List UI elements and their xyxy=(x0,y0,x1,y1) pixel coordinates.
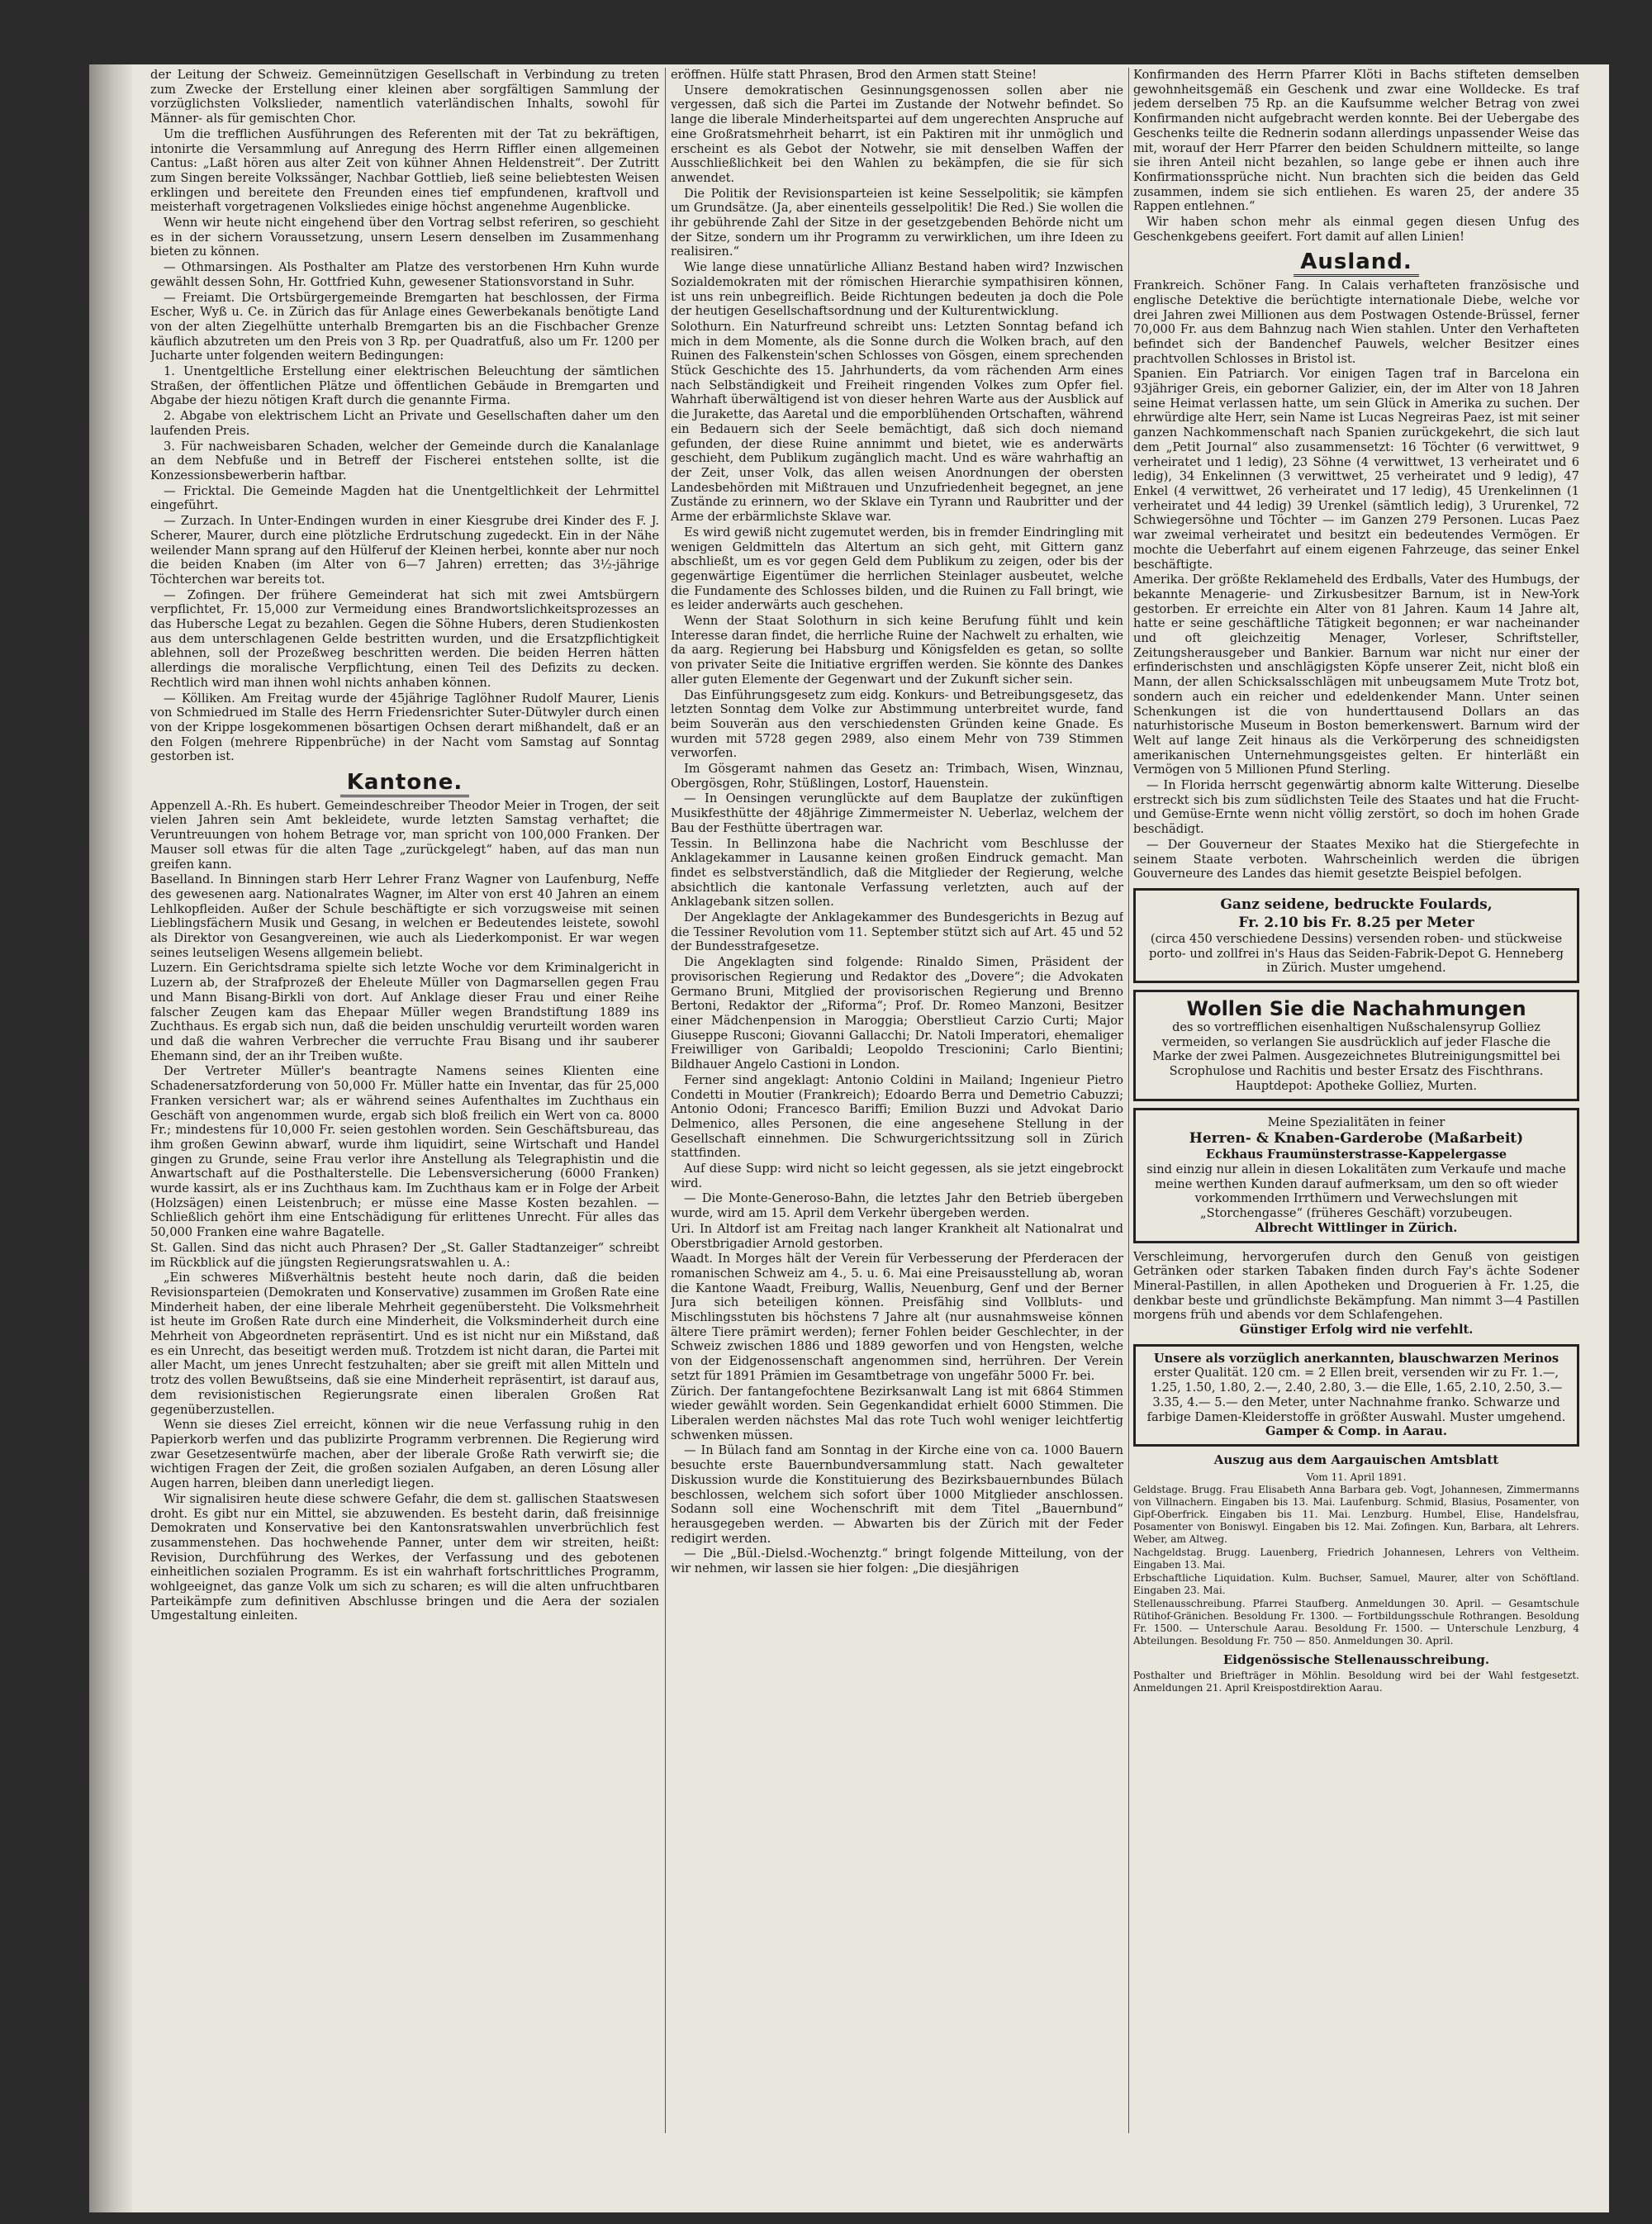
paragraph: — In Bülach fand am Sonntag in der Kirche eine von ca. 1000 Bauern besuchte erste Bauernbundversammlung statt. Nach gewalteter Diskussion wurde die Konstituierung des Bezirksbauernbundes Bülach beschlossen, welchem sich sofort über 1000 Mitglieder anschlossen. Sodann soll eine Wochenschrift mit dem Titel „Bauernbund“ herausgegeben werden. — Abwarten bis der Zürich mit der Feder redigirt werden. xyxy=(671,1443,1123,1546)
paragraph: Konfirmanden des Herrn Pfarrer Klöti in Bachs stifteten demselben gewohnheitsgemäß ein Geschenk und zwar eine Wolldecke. Es traf jedem derselben 75 Rp. an die Kaufsumme welcher Betrag von zwei Konfirmanden nicht aufgebracht werden konnte. Bei der Uebergabe des Geschenks teilte die Rednerin sodann allerdings unpassender Weise das mit, worauf der Herr Pfarrer den beiden Schuldnern mitteilte, so lange sie ihren Anteil nicht bezahlen, so lange gebe er ihnen auch ihre Konfirmationssprüche nicht. Nun brachten sich die beiden das Geld zusammen, indem sie sich entliehen. Es waren 25, der andere 35 Rappen entlehnen.“ xyxy=(1133,68,1579,214)
paragraph: Um die trefflichen Ausführungen des Referenten mit der Tat zu bekräftigen, intonirte die Versammlung auf Anregung des Herrn Riffler einen allgemeinen Cantus: „Laßt hören aus alter Zeit von kühner Ahnen Heldenstreit“. Der Zutritt zum Singen bereite Volkssänger, Nachbar Gottlieb, ließ seine beliebtesten Weisen erklingen und bereitete den Freunden eines tief empfundenen, kraftvoll und meisterhaft vorgetragenen Volksliedes einige höchst angenehme Augenblicke. xyxy=(150,126,659,215)
ad-body: Verschleimung, hervorgerufen durch den Genuß von geistigen Getränken oder starken Tabaken finden durch Fay's ächte Sodener Mineral-Pastillen, in allen Apotheken und Droguerien à Fr. 1.25, die denkbar beste und gründlichste Bekämpfung. Man nimmt 3—4 Pastillen morgens früh und abends vor dem Schlafengehen. xyxy=(1133,1249,1579,1323)
amtsblatt-title: Auszug aus dem Aargauischen Amtsblatt xyxy=(1213,1452,1499,1467)
news-item: — Othmarsingen. Als Posthalter am Platze des verstorbenen Hrn Kuhn wurde gewählt dessen Sohn, Hr. Gottfried Kuhn, gewesener Stationsvorstand in Suhr. xyxy=(150,260,659,289)
foreign-item: — In Florida herrscht gegenwärtig abnorm kalte Witterung. Dieselbe erstreckt sich bis zum südlichsten Teile des Staates und hat die Frucht- und Gemüse-Ernte wenn nicht völlig zerstört, so doch im hohen Grade beschädigt. xyxy=(1133,778,1579,837)
amtsblatt-item: Geldstage. Brugg. Frau Elisabeth Anna Barbara geb. Vogt, Johannesen, Zimmermanns von Villnachern. Eingaben bis 13. Mai. Laufenburg. Schmid, Blasius, Posamenter, von Gipf-Oberfrick. Eingaben bis 11. Mai. Lenzburg. Humbel, Elise, Handelsfrau, Posamenter von Boniswyl. Eingaben bis 12. Mai. Zofingen. Kun, Barbara, alt Lehrers. Weber, am Altweg. xyxy=(1133,1483,1579,1545)
paragraph: Der Angeklagte der Anklagekammer des Bundesgerichts in Bezug auf die Tessiner Revolution vom 11. September stützt sich auf Art. 45 und 52 der Bundesstrafgesetze. xyxy=(671,910,1123,954)
amtsblatt-item: Stellenausschreibung. Pfarrei Staufberg. Anmeldungen 30. April. — Gesamtschule Rütihof-Gränichen. Besoldung Fr. 1300. — Fortbildungsschule Rothrangen. Besoldung Fr. 1500. — Unterschule Aarau. Besoldung Fr. 1500. — Unterschule Lenzburg, 4 Abteilungen. Besoldung Fr. 750 — 850. Anmeldungen 30. April. xyxy=(1133,1597,1579,1647)
ad-signature: Albrecht Wittlinger in Zürich. xyxy=(1255,1220,1458,1235)
advertisement-garderobe xyxy=(1133,1108,1579,1243)
paragraph: Zürich. Der fantangefochtene Bezirksanwalt Lang ist mit 6864 Stimmen wieder gewählt worden. Sein Gegenkandidat erhielt 6000 Stimmen. Die Liberalen werden nächstes Mal das rote Tuch wohl weniger leichtfertig schwenken müssen. xyxy=(671,1384,1123,1442)
paragraph: Waadt. In Morges hält der Verein für Verbesserung der Pferderacen der romanischen Schweiz am 4., 5. u. 6. Mai eine Preisausstellung ab, woran die Kantone Waadt, Freiburg, Wallis, Neuenburg, Genf und der Berner Jura sich beteiligen können. Preisfähig sind Vollbluts- und Mischlingsstuten bis höchstens 7 Jahre alt (nur ausnahmsweise können ältere Tiere prämirt werden); ferner Fohlen beider Geschlechter, in der Schweiz zwischen 1886 und 1889 geworfen und von Hengsten, welche von der Eidgenossenschaft angenommen sind, herrühren. Der Verein setzt für 1891 Prämien im Gesamtbetrage von ungefähr 5000 Fr. bei. xyxy=(671,1252,1123,1383)
canton-item: Luzern. Ein Gerichtsdrama spielte sich letzte Woche vor dem Kriminalgericht in Luzern ab, der Strafprozeß der Eheleute Müller von Dagmarsellen gegen Frau und Mann Bisang-Birkli von dort. Auf Anklage dieser Frau und einer Reihe falscher Zeugen kam das Ehepaar Müller wegen Brandstiftung 1889 ins Zuchthaus. Es ergab sich nun, daß die beiden unschuldig verurteilt worden waren und daß die wahren Verbrecher die verruchte Frau Bisang und ihr sauberer Ehemann sind, der an ihr Treiben wußte. xyxy=(150,961,659,1063)
foreign-item: Spanien. Ein Patriarch. Vor einigen Tagen traf in Barcelona ein 93jähriger Greis, ein geborner Galizier, ein, der im Alter von 18 Jahren seine Heimat verlassen hatte, um sein Glück in Amerika zu suchen. Der ehrwürdige alte Herr, sein Name ist Lucas Negreiras Paez, ist mit seiner ganzen Nachkommenschaft nach Spanien zurückgekehrt, die sich laut dem „Petit Journal“ also zusammensetzt: 16 Töchter (6 verwittwet, 9 verheiratet und 1 ledig), 23 Söhne (4 verwittwet, 13 verheiratet und 6 ledig), 34 Enkelinnen (3 verwittwet, 25 verheiratet und 9 ledig), 47 Enkel (4 verwittwet, 26 verheiratet und 17 ledig), 45 Urenkelinnen (1 verheiratet und 44 ledig) 39 Urenkel (sämtlich ledig), 3 Ururenkel, 72 Schwiegersöhne und Töchter — im Ganzen 279 Personen. Lucas Paez war zweimal verheiratet und besitzt ein bedeutendes Vermögen. Er mochte die Ueberfahrt auf einem eigenen Fahrzeuge, das seiner Enkel beschäftigte. xyxy=(1133,367,1579,572)
paragraph: — Die Monte-Generoso-Bahn, die letztes Jahr den Betrieb übergeben wurde, wird am 15. April dem Verkehr übergeben werden. xyxy=(671,1191,1123,1221)
ad-tagline: Günstiger Erfolg wird nie verfehlt. xyxy=(1239,1323,1474,1338)
canton-item: Appenzell A.-Rh. Es hubert. Gemeindeschreiber Theodor Meier in Trogen, der seit vielen Jahren sein Amt bekleidete, wurde letzten Samstag verhaftet; die Veruntreuungen von hohem Betrage vor, man spricht von 100,000 Franken. Der Mauser soll etwas für die alten Tage „zurückgelegt“ haben, auf das man nun greifen kann. xyxy=(150,798,659,872)
paragraph: Unsere demokratischen Gesinnungsgenossen sollen aber nie vergessen, daß sich die Partei im Zustande der Notwehr befindet. So lange die liberale Minderheitspartei auf dem ungerechten Anspruche auf eine Großratsmehrheit beharrt, ist ein Paktiren mit ihr unmöglich und erscheint es als Gebot der Notwehr, sie mit denselben Waffen der Ausschließlichkeit bei den Wahlen zu bekämpfen, die sie für sich anwendet. xyxy=(671,83,1123,185)
paragraph: Wenn der Staat Solothurn in sich keine Berufung fühlt und kein Interesse daran findet, die herrliche Ruine der Nachwelt zu erhalten, wie da aarg. Regierung bei Habsburg und Königsfelden es getan, so sollte von privater Seite die Initiative ergriffen werden. Sie könnte des Dankes aller guten Elemente der Gegenwart und der Zukunft sicher sein. xyxy=(671,614,1123,687)
paragraph: Die Politik der Revisionsparteien ist keine Sesselpolitik; sie kämpfen um Grundsätze. (Ja, aber einenteils gesselpolitik! Die Red.) Sie wollen die ihr gebührende Zahl der Sitze in der gesetzgebenden Behörde nicht um der Sitze, sondern um ihr Programm zu verwirklichen, um ihre Ideen zu realisiren.“ xyxy=(671,186,1123,259)
news-item: — Freiamt. Die Ortsbürgergemeinde Bremgarten hat beschlossen, der Firma Escher, Wyß u. Ce. in Zürich das für Anlage eines Gewerbekanals benötigte Land von der alten Ziegelhütte unterhalb Bremgarten bis an die Fischbacher Grenze käuflich abzutreten um den Preis von 3 Rp. per Quadratfuß, also um Fr. 1200 per Jucharte unter folgenden weitern Bedingungen: xyxy=(150,290,659,364)
ad-signature: Gamper & Comp. in Aarau. xyxy=(1265,1424,1447,1439)
amtsblatt-item: Erbschaftliche Liquidation. Kulm. Buchser, Samuel, Maurer, alter von Schöftland. Eingaben 23. Mai. xyxy=(1133,1571,1579,1596)
paragraph: Uri. In Altdorf ist am Freitag nach langer Krankheit alt Nationalrat und Oberstbrigadier Arnold gestorben. xyxy=(671,1221,1123,1251)
paragraph: Wenn wir heute nicht eingehend über den Vortrag selbst referiren, so geschieht es in der sichern Voraussetzung, unsern Lesern denselben im Zusammenhang bieten zu können. xyxy=(150,216,659,259)
section-heading-kantone: Kantone. xyxy=(150,776,659,791)
paragraph: der Leitung der Schweiz. Gemeinnützigen Gesellschaft in Verbindung zu treten zum Zwecke der Erstellung einer kleinen aber sorgfältigen Sammlung der vorzüglichsten Volkslieder, namentlich vaterländischen Inhalts, sowohl für Männer- als für gemischten Chor. xyxy=(150,68,659,126)
paragraph: — Die „Bül.-Dielsd.-Wochenztg.“ bringt folgende Mitteilung, von der wir nehmen, wir lassen sie hier folgen: „Die diesjährigen xyxy=(671,1547,1123,1576)
canton-item: Wenn sie dieses Ziel erreicht, können wir die neue Verfassung ruhig in den Papierkorb werfen und das publizirte Programm verbrennen. Die Regierung wird zwar Gesetzesentwürfe machen, aber der liberale Große Rath verwirft sie; die wichtigen Fragen der Zeit, die großen sozialen Aufgaben, an deren Lösung aller Augen harren, bleiben dann unerledigt liegen. xyxy=(150,1418,659,1491)
column-3 xyxy=(1133,68,1579,2141)
foreign-item: Frankreich. Schöner Fang. In Calais verhafteten französische und englische Detektive die berüchtigte internationale Diebe, welche vor drei Jahren zwei Millionen aus dem Postwagen Ostende-Brüssel, ferner 70,000 Fr. aus dem Bahnzug nach Wien stahlen. Unter den Verhafteten befindet sich der Bandenchef Pauwels, welcher Besitzer eines prachtvollen Schlosses in Bristol ist. xyxy=(1133,278,1579,366)
canton-item: Baselland. In Binningen starb Herr Lehrer Franz Wagner von Laufenburg, Neffe des gewesenen aarg. Nationalrates Wagner, im Alter von erst 40 Jahren an einem Lehlkopfleiden. Außer der Schule beschäftigte er sich vorzugsweise mit seinen Lieblingsfächern Musik und Gesang, in welchen er Bedeutendes leistete, sowohl als Direktor von Gesangvereinen, wie auch als Liederkomponist. Er war wegen seines leutseligen Wesens allgemein beliebt. xyxy=(150,872,659,960)
paragraph: Wir haben schon mehr als einmal gegen diesen Unfug des Geschenkgebens geeifert. Fort damit auf allen Linien! xyxy=(1133,215,1579,244)
news-item: — Fricktal. Die Gemeinde Magden hat die Unentgeltlichkeit der Lehrmittel eingeführt. xyxy=(150,483,659,513)
amtsblatt-item: Nachgeldstag. Brugg. Lauenberg, Friedrich Johannesen, Lehrers von Veltheim. Eingaben 13. Mai. xyxy=(1133,1546,1579,1571)
canton-item: St. Gallen. Sind das nicht auch Phrasen? Der „St. Galler Stadtanzeiger“ schreibt im Rückblick auf die jüngsten Regierungsratswahlen u. A.: xyxy=(150,1240,659,1270)
foreign-item: Amerika. Der größte Reklameheld des Erdballs, Vater des Humbugs, der bekannte Menagerie- und Zirkusbesitzer Barnum, ist in New-York gestorben. Er erreichte ein Alter von 81 Jahren. Kaum 14 Jahre alt, hatte er seine geschäftliche Tätigkeit begonnen; er war nacheinander und oft gleichzeitig Menager, Vorleser, Schriftsteller, Zeitungsherausgeber und Bankier. Barnum war nicht nur einer der erfinderischsten und anschlägigsten Köpfe unserer Zeit, nicht bloß ein Mann, der allen Schicksalsschlägen mit unbeugsamem Mute Trotz bot, sondern auch ein reicher und edeldenkender Mann. Unter seinen Schenkungen ist die von hunderttausend Dollars an das naturhistorische Museum in Boston bemerkenswert. Barnum wird der Welt auf lange Zeit hinaus als die Verkörperung des schneidigsten amerikanischen Unternehmungsgeistes gelten. Er hinterläßt ein Vermögen von 5 Millionen Pfund Sterling. xyxy=(1133,573,1579,777)
ad-headline: Wollen Sie die Nachahmungen xyxy=(1186,997,1526,1021)
paragraph: Tessin. In Bellinzona habe die Nachricht vom Beschlusse der Anklagekammer in Lausanne keinen großen Eindruck gemacht. Man findet es selbstverständlich, daß die Mitglieder der Regierung, welche absichtlich die kantonale Verfassung verletzten, auch auf der Anklagebank sitzen sollen. xyxy=(671,836,1123,910)
paragraph: Es wird gewiß nicht zugemutet werden, bis in fremder Eindringling mit wenigen Geldmitteln das Altertum an sich geht, mit Gittern ganz abschließt, um es vor gegen Geld dem Publikum zu zeigen, oder bis der gegenwärtige Eigentümer die herrlichen Steinlager ausbeutet, welche die Fundamente des Schlosses bilden, und die Ruinen zu Fall bringt, wie es leider anderwärts auch geschehen. xyxy=(671,525,1123,613)
ad-headline: Ganz seidene, bedruckte Foulards, xyxy=(1220,896,1493,913)
canton-item: Wir signalisiren heute diese schwere Gefahr, die dem st. gallischen Staatswesen droht. Es gibt nur ein Mittel, sie abzuwenden. Es besteht darin, daß freisinnige Demokraten und Konservative bei den Kantonsratswahlen unverbrüchlich fest zusammenstehen. Das hochwehende Panner, unter dem wir streiten, heißt: Revision, Durchführung des Werkes, der Verfassung und des gebotenen einheitlichen sozialen Programm. Es ist ein wahrhaft fortschrittliches Programm, wohlgeeignet, das ganze Volk um sich zu scharen; es will die alten unfruchtbaren Parteikämpfe zum definitiven Abschlusse bringen und die Aera der sozialen Umgestaltung einleiten. xyxy=(150,1491,659,1623)
paragraph: Wie lange diese unnatürliche Allianz Bestand haben wird? Inzwischen Sozialdemokraten mit der römischen Hierarchie sympathisiren können, ist uns rein unbegreiflich. Beide Richtungen bedeuten ja doch die Pole der heutigen Gesellschaftsordnung und der Kulturentwicklung. xyxy=(671,260,1123,319)
amtsblatt-date: Vom 11. April 1891. xyxy=(1306,1471,1407,1483)
paragraph: Das Einführungsgesetz zum eidg. Konkurs- und Betreibungsgesetz, das letzten Sonntag dem Volke zur Abstimmung unterbreitet wurde, fand beim Souverän aus den verschiedensten Gründen keine Gnade. Es wurden mit 5728 gegen 2989, also einem Mehr von 739 Stimmen verworfen. xyxy=(671,687,1123,761)
paragraph: Ferner sind angeklagt: Antonio Coldini in Mailand; Ingenieur Pietro Condetti in Moutier (Frankreich); Edoardo Berra und Demetrio Cabuzzi; Antonio Odoni; Francesco Bariffi; Emilion Buzzi und Advokat Dario Delmenico, alles Personen, die eine angesehene Stellung in der Gesellschaft einnehmen. Die Schwurgerichtssitzung soll in Zürich stattfinden. xyxy=(671,1072,1123,1161)
ad-headline: Unsere als vorzüglich anerkannten, blauschwarzen Merinos xyxy=(1153,1351,1559,1366)
ad-price: Fr. 2.10 bis Fr. 8.25 per Meter xyxy=(1238,914,1474,931)
column-rule xyxy=(665,68,666,2133)
news-item: — Kölliken. Am Freitag wurde der 45jährige Taglöhner Rudolf Maurer, Lienis von Schmiedrued im Stalle des Herrn Friedensrichter Suter-Dütwyler durch einen von der Krippe losgekommenen bösartigen Ochsen derart mißhandelt, daß er an den Folgen (mehrere Rippenbrüche) in der Nacht vom Samstag auf Sonntag gestorben ist. xyxy=(150,691,659,764)
news-item: — Zofingen. Der frühere Gemeinderat hat sich mit zwei Amtsbürgern verpflichtet, Fr. 15,000 zur Vermeidung eines Brandwortslichkeitsprozesses an das Hubersche Legat zu bezahlen. Gegen die Söhne Hubers, deren Studienkosten aus dem unterschlagenen Gelde bestritten wurden, und die Ersatzpflichtigkeit ablehnen, soll der Prozeßweg beschritten werden. Die beiden Herren hätten allerdings die moralische Verpflichtung, einen Teil des Defizits zu decken. Rechtlich wird man ihnen wohl nichts anhaben können. xyxy=(150,587,659,690)
ad-address: Eckhaus Fraumünsterstrasse-Kappelergasse xyxy=(1205,1148,1507,1162)
paragraph: Solothurn. Ein Naturfreund schreibt uns: Letzten Sonntag befand ich mich in dem Momente, als die Sonne durch die Wolken brach, auf den Ruinen des Falkenstein'schen Schlosses von Gösgen, einem sprechenden Stück Geschichte des 15. Jahrhunderts, da vom rächenden Arm eines nach Selbständigkeit und Freiheit ringenden Volkes zum Opfer fiel. Wahrhaft überwältigend ist von dieser hehren Warte aus der Ausblick auf die Jurakette, das Aaretal und die emporblühenden Ortschaften, während ein Bedauern sich der Seele bemächtigt, daß sich doch niemand gefunden, der diese Ruine annimmt und bietet, wie es anderwärts geschieht, dem Publikum zugänglich macht. Und es wäre wahrhaftig an der Zeit, unser Volk, das allen weisen Anordnungen der obersten Landesbehörden mit Mißtrauen und Unzufriedenheit begegnet, an jene Zustände zu erinnern, wo der Sklave ein Tyrann und Raubritter und der Arme der erbärmlichste Sklave war. xyxy=(671,319,1123,525)
column-rule xyxy=(1128,68,1129,2133)
ad-body: erster Qualität. 120 cm. = 2 Ellen breit, versenden wir zu Fr. 1.—, 1.25, 1.50, 1.80, 2.—, 2.40, 2.80, 3.— die Elle, 1.65, 2.10, 2.50, 3.— 3.35, 4.— 5.— den Meter, unter Nachnahme franko. Schwarze und farbige Damen-Kleiderstoffe in größter Auswahl. Muster umgehend. xyxy=(1146,1366,1566,1424)
amtsblatt-section xyxy=(1133,1453,1579,1694)
amtsblatt-closing: Posthalter und Briefträger in Möhlin. Besoldung wird bei der Wahl festgesetzt. Anmeldungen 21. April Kreispostdirektion Aarau. xyxy=(1133,1669,1579,1694)
ad-body: (circa 450 verschiedene Dessins) versenden roben- und stückweise porto- und zollfrei in's Haus das Seiden-Fabrik-Depot G. Henneberg in Zürich. Muster umgehend. xyxy=(1149,931,1564,976)
ad-intro: Meine Spezialitäten in feiner xyxy=(1267,1114,1446,1129)
foreign-item: — Der Gouverneur der Staates Mexiko hat die Stiergefechte in seinem Staate verboten. Wahrscheinlich werden die übrigen Gouverneure des Landes das hiemit gesetzte Beispiel befolgen. xyxy=(1133,837,1579,882)
column-1 xyxy=(150,68,659,2141)
advertisement-merinos xyxy=(1133,1344,1579,1447)
advertisement-golliez xyxy=(1133,990,1579,1101)
paragraph: Im Gösgeramt nahmen das Gesetz an: Trimbach, Wisen, Winznau, Obergösgen, Rohr, Stüßlingen, Lostorf, Hauenstein. xyxy=(671,762,1123,791)
advertisement-pastillen xyxy=(1133,1250,1579,1338)
amtsblatt-subtitle: Eidgenössische Stellenausschreibung. xyxy=(1222,1651,1490,1667)
paragraph: — In Oensingen verunglückte auf dem Bauplatze der zukünftigen Musikfesthütte der 48jährige Zimmermeister N. Ueberlaz, welchem der Bau der Festhütte übertragen war. xyxy=(671,791,1123,835)
ad-body: sind einzig nur allein in diesen Lokalitäten zum Verkaufe und mache meine werthen Kunden darauf aufmerksam, um den so oft wieder vorkommenden Irrthümern und Verwechslungen mit „Storchengasse“ (früheres Geschäft) vorzubeugen. xyxy=(1146,1162,1566,1221)
ad-headline: Herren- & Knaben-Garderobe (Maßarbeit) xyxy=(1189,1130,1524,1148)
ad-body: des so vortrefflichen eisenhaltigen Nußschalensyrup Golliez vermeiden, so verlangen Sie ausdrücklich auf jeder Flasche die Marke der zwei Palmen. Ausgezeichnetes Blutreinigungsmittel bei Scrophulose und Rachitis und bester Ersatz des Fischthrans. Hauptdepot: Apotheke Golliez, Murten. xyxy=(1152,1020,1560,1093)
canton-item: „Ein schweres Mißverhältnis besteht heute noch darin, daß die beiden Revisionsparteien (Demokraten und Konservative) zusammen im Großen Rate eine Minderheit haben, der eine liberale Mehrheit gegenübersteht. Die Volksmehrheit ist heute im Großen Rate durch eine Minderheit, die Volksminderheit durch eine Mehrheit von Abgeordneten repräsentirt. Und es ist nicht nur ein Mißstand, daß es ein Unrecht, das beseitigt werden muß. Trotzdem ist nicht daran, die Partei mit aller Macht, um jenes Unrecht festzuhalten; aber sie greift mit allen Mitteln und trotz des vollen Bewußtseins, daß sie eine Minderheit repräsentirt, ist darauf aus, dem revisionistischen Regierungsrate einen liberalen Großen Rat gegenüberzustellen. xyxy=(150,1271,659,1417)
canton-item: Der Vertreter Müller's beantragte Namens seines Klienten eine Schadenersatzforderung von 50,000 Fr. Müller hatte ein Inventar, das für 25,000 Franken versichert war; als er während seines Aufenthaltes im Zuchthaus ein Geschäft von angenommen wurde, ergab sich bloß freilich ein Wert von ca. 8000 Fr.; mindestens für 10,000 Fr. seien gestohlen worden. Sein Geschäftsbureau, das ihm großen Gewinn abwarf, wurde ihm liquidirt, seine Wirtschaft und Handel gingen zu Grunde, seine Frau verlor ihre Anstellung als Telegraphistin und die Anwartschaft auf die Posthalterstelle. Die Lebensversicherung (6000 Franken) wurde kassirt, als er ins Zuchthaus kam. Im Zuchthaus kam er in Folge der Arbeit (Holzsägen) einen Leistenbruch; er müsse eine Masse Kosten bezahlen. — Schließlich gehört ihm eine Entschädigung für erlittenes Unrecht. Für alles das 50,000 Franken eine wahre Bagatelle. xyxy=(150,1064,659,1240)
news-item: 2. Abgabe von elektrischem Licht an Private und Gesellschaften daher um den laufenden Preis. xyxy=(150,409,659,438)
news-item: 3. Für nachweisbaren Schaden, welcher der Gemeinde durch die Kanalanlage an dem Nebfuße und in Betreff der Fischerei entstehen sollte, ist die Konzessionsbewerberin haftbar. xyxy=(150,439,659,482)
section-heading-ausland: Ausland. xyxy=(1133,255,1579,270)
column-2 xyxy=(671,68,1123,2141)
news-item: 1. Unentgeltliche Erstellung einer elektrischen Beleuchtung der sämtlichen Straßen, der öffentlichen Plätze und öffentlichen Gebäude in Bremgarten und Abgabe der hiezu nötigen Kraft durch die genannte Firma. xyxy=(150,364,659,408)
news-item: — Zurzach. In Unter-Endingen wurden in einer Kiesgrube drei Kinder des F. J. Scherer, Maurer, durch eine plötzliche Erdrutschung zugedeckt. Ein in der Nähe weilender Mann sprang auf den Hülferuf der Kleinen herbei, konnte aber nur noch die beiden Knaben (im Alter von 6—7 Jahren) erretten; das 3½-jährige Töchterchen war bereits tot. xyxy=(150,514,659,587)
page-gutter xyxy=(89,64,132,2212)
paragraph: Auf diese Supp: wird nicht so leicht gegessen, als sie jetzt eingebrockt wird. xyxy=(671,1162,1123,1190)
advertisement-foulards xyxy=(1133,888,1579,983)
paragraph: Die Angeklagten sind folgende: Rinaldo Simen, Präsident der provisorischen Regierung und Redaktor des „Dovere“; die Advokaten Germano Bruni, Mitglied der provisorischen Regierung und Brenno Bertoni, Redaktor der „Riforma“; Prof. Dr. Romeo Manzoni, Besitzer einer Mädchenpension in Maroggia; Oberstlieut Carzio Curti; Major Giuseppe Rusconi; Giovanni Gallacchi; Dr. Natoli Imperatori, ehemaliger Freiwilliger von Garibaldi; Leopoldo Trescionini; Carlo Bientini; Bildhauer Angelo Castioni in London. xyxy=(671,955,1123,1072)
paragraph: eröffnen. Hülfe statt Phrasen, Brod den Armen statt Steine! xyxy=(671,68,1037,82)
